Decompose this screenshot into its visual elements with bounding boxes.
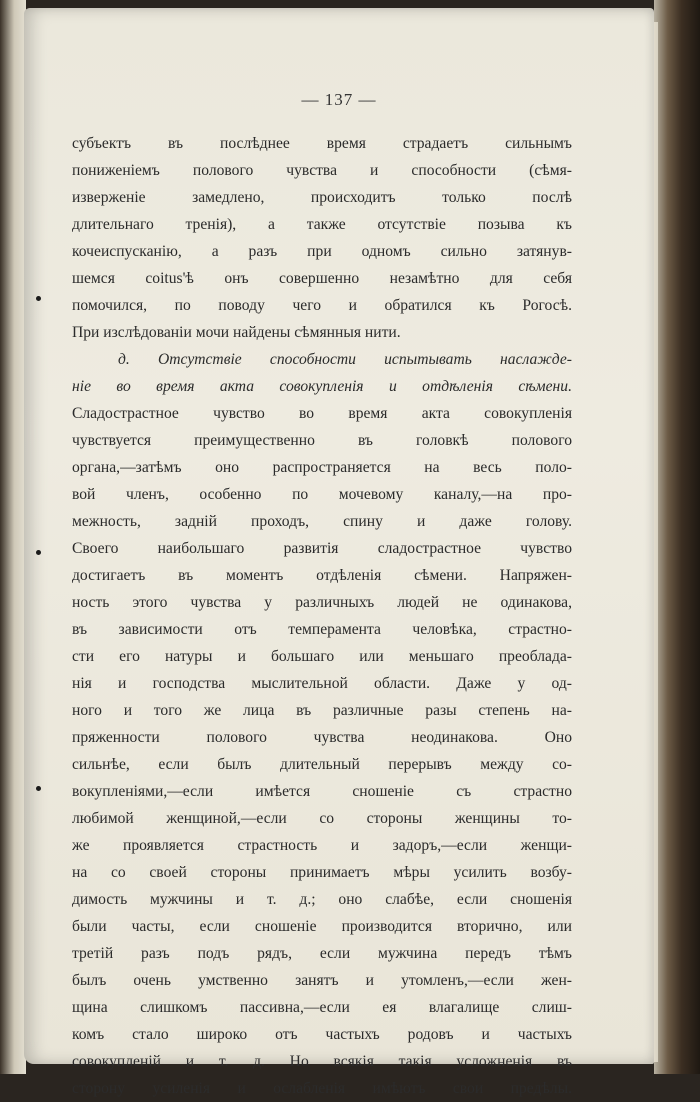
text-line: пониженіемъ полового чувства и способности (сѣмя-	[72, 162, 572, 179]
book-binding-right	[654, 0, 700, 1074]
text-line: совокупленій и т. д. Но всякія такія усложненія въ	[72, 1053, 572, 1070]
text-line: д. Отсутствіе способности испытывать наслажде-	[118, 351, 572, 368]
text-line: же проявляется страстность и задоръ,—если женщи-	[72, 837, 572, 854]
text-line: Своего наибольшаго развитія сладострастное чувство	[72, 540, 572, 557]
text-line: на со своей стороны принимаетъ мѣры усилить возбу-	[72, 864, 572, 881]
book-binding-left	[0, 0, 26, 1074]
text-line: чувствуется преимущественно въ головкѣ полового	[72, 432, 572, 449]
text-line: органа,—затѣмъ оно распространяется на весь поло-	[72, 459, 572, 476]
page-number: — 137 —	[301, 90, 377, 109]
text-line: любимой женщиной,—если со стороны женщины то-	[72, 810, 572, 827]
margin-dot	[36, 550, 41, 555]
text-line: ніе во время акта совокупленія и отдѣленія сѣмени.	[72, 378, 572, 395]
text-line: сторону усиленія и ослабленія имѣютъ свои предѣлы.	[72, 1080, 572, 1097]
text-line: нія и господства мыслительной области. Даже у од-	[72, 675, 572, 692]
text-line: вокупленіями,—если имѣется сношеніе съ страстно	[72, 783, 572, 800]
text-line: длительнаго тренія), а также отсутствіе позыва къ	[72, 216, 572, 233]
text-line: щина слишкомъ пассивна,—если ея влагалище слиш-	[72, 999, 572, 1016]
book-page	[24, 8, 654, 1097]
text-line: шемся coitus'ѣ онъ совершенно незамѣтно для себя	[72, 270, 572, 287]
text-line: третій разъ подъ рядъ, если мужчина передъ тѣмъ	[72, 945, 572, 962]
margin-dot	[36, 786, 41, 791]
text-line: изверженіе замедлено, происходитъ только послѣ	[72, 189, 572, 206]
text-line: При изслѣдованіи мочи найдены сѣмянныя нити.	[72, 324, 401, 341]
text-line: былъ очень умственно занятъ и утомленъ,—если жен-	[72, 972, 572, 989]
text-line: вой членъ, особенно по мочевому каналу,—на про-	[72, 486, 572, 503]
body-text	[72, 130, 572, 1102]
text-line: сильнѣе, если былъ длительный перерывъ между со-	[72, 756, 572, 773]
text-line: были часты, если сношеніе производится вторично, или	[72, 918, 572, 935]
text-line: субъектъ въ послѣднее время страдаетъ сильнымъ	[72, 135, 572, 152]
text-line: кочеиспусканію, а разъ при одномъ сильно затянув-	[72, 243, 572, 260]
text-line: ного и того же лица въ различные разы степень на-	[72, 702, 572, 719]
text-line: ность этого чувства у различныхъ людей не одинакова,	[72, 594, 572, 611]
text-line: помочился, по поводу чего и обратился къ Рогосѣ.	[72, 297, 572, 314]
text-line: достигаетъ въ моментъ отдѣленія сѣмени. Напряжен-	[72, 567, 572, 584]
margin-dot	[36, 296, 41, 301]
text-line: въ зависимости отъ темперамента человѣка, страстно-	[72, 621, 572, 638]
text-line: комъ стало широко отъ частыхъ родовъ и частыхъ	[72, 1026, 572, 1043]
text-line: Сладострастное чувство во время акта совокупленія	[72, 405, 572, 422]
text-line: димость мужчины и т. д.; оно слабѣе, если сношенія	[72, 891, 572, 908]
text-line: сти его натуры и большаго или меньшаго преоблада-	[72, 648, 572, 665]
text-line: пряженности полового чувства неодинакова. Оно	[72, 729, 572, 746]
text-line: межность, задній проходъ, спину и даже голову.	[72, 513, 572, 530]
